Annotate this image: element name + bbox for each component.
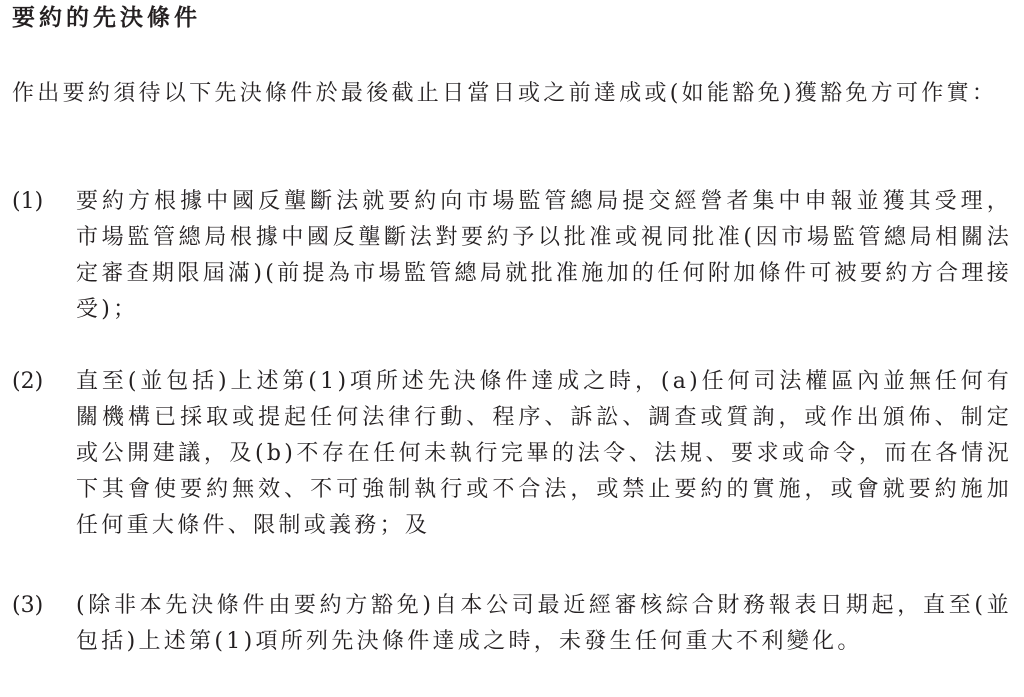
condition-text: 直至(並包括)上述第(1)項所述先決條件達成之時，(a)任何司法權區內並無任何有關機構已採取或提起任何法律行動、程序、訴訟、調查或質詢，或作出頒佈、制定或公開建議，及(b)不存在任何未執行完畢的法令、法規、要求或命令，而在各情況下其會使要約無效、不可強制執行或不合法，或禁止要約的實施，或會就要約施加任何重大條件、限制或義務；及 [76, 369, 1012, 538]
condition-number: (2) [12, 369, 44, 394]
condition-number: (3) [12, 593, 44, 618]
intro-paragraph: 作出要約須待以下先決條件於最後截止日當日或之前達成或(如能豁免)獲豁免方可作實： [12, 81, 998, 106]
condition-number: (1) [12, 189, 44, 214]
section-heading: 要約的先決條件 [12, 5, 201, 31]
condition-text: 要約方根據中國反壟斷法就要約向市場監管總局提交經營者集中申報並獲其受理，市場監管總局根據中國反壟斷法對要約予以批准或視同批准(因市場監管總局相關法定審查期限屆滿)(前提為市場監管總局就批准施加的任何附加條件可被要約方合理接受)； [76, 189, 1012, 322]
condition-text: (除非本先決條件由要約方豁免)自本公司最近經審核綜合財務報表日期起，直至(並包括)上述第(1)項所列先決條件達成之時，未發生任何重大不利變化。 [76, 593, 1012, 654]
